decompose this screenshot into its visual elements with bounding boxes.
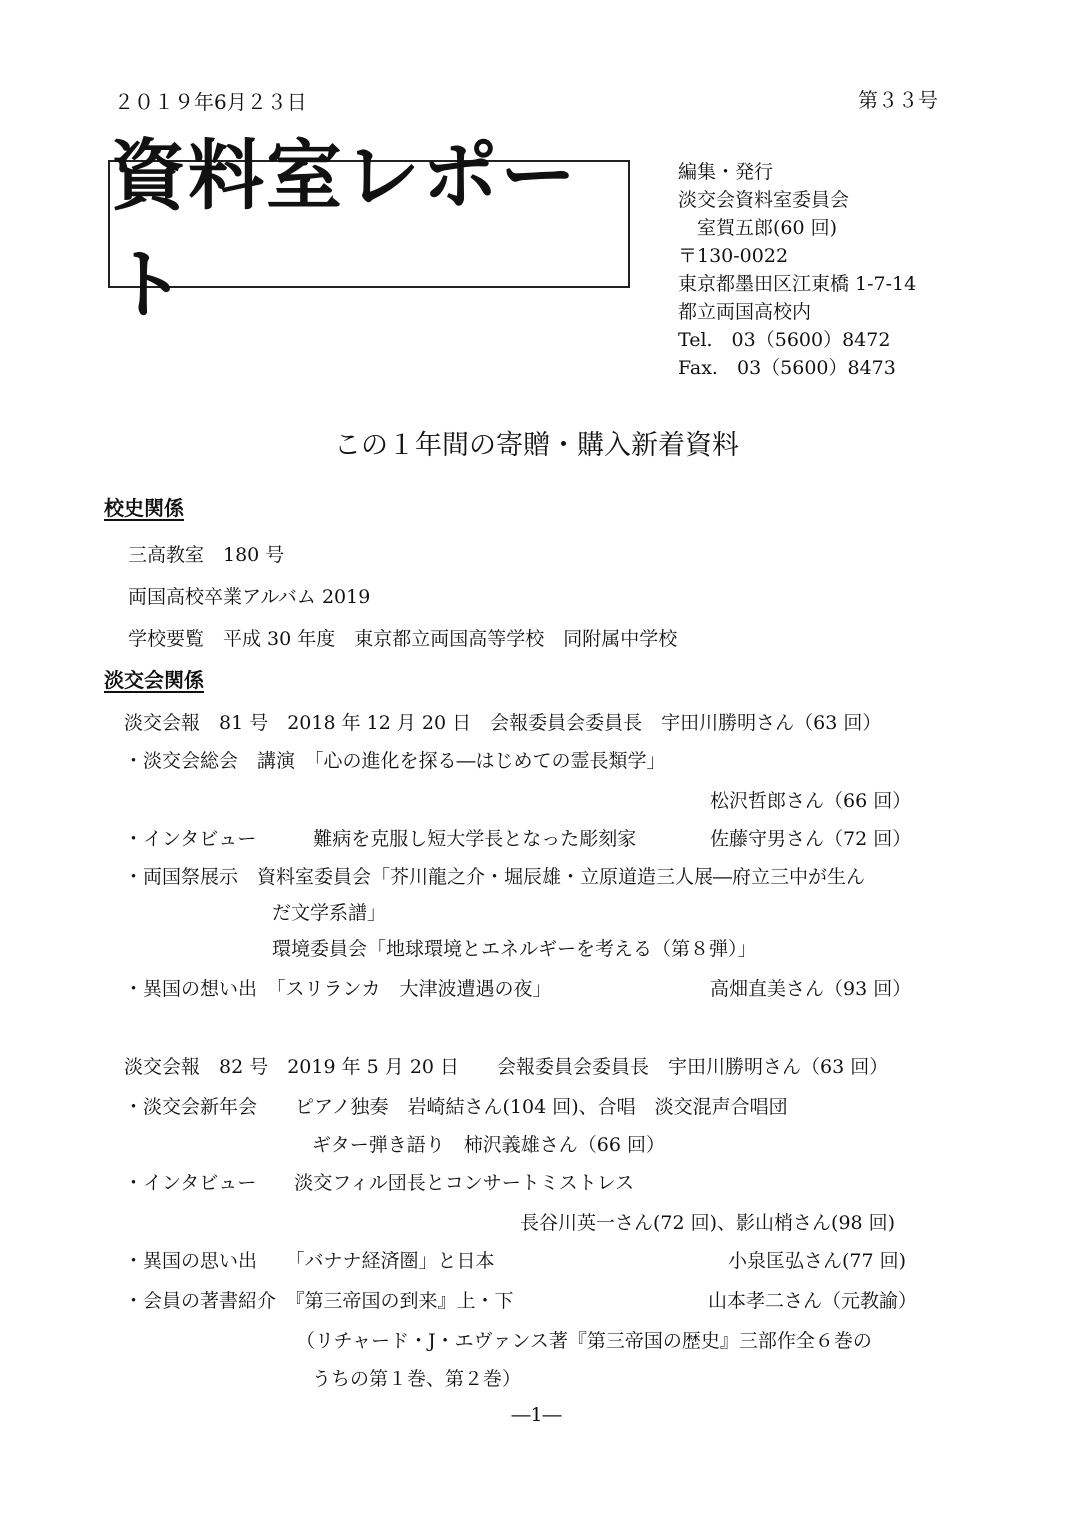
list-item: だ文学系譜」 (272, 902, 387, 924)
issue-date: ２０１９年6月２３日 (114, 90, 307, 114)
list-item: 両国高校卒業アルバム 2019 (128, 586, 371, 608)
list-item: （リチャード・J・エヴァンス著『第三帝国の歴史』三部作全６巻の (296, 1330, 872, 1352)
newsletter-82-header: 淡交会報 82 号 2019 年 5 月 20 日 会報委員会委員長 宇田川勝明さん（63 回） (124, 1056, 889, 1078)
list-item: ・淡交会総会 講演 「心の進化を探る―はじめての霊長類学」 (124, 750, 666, 772)
publisher-info (678, 158, 916, 382)
list-item: ・インタビュー 淡交フィル団長とコンサートミストレス (124, 1172, 635, 1194)
list-item: ・淡交会新年会 ピアノ独奏 岩崎結さん(104 回)、合唱 淡交混声合唱団 (124, 1096, 788, 1118)
list-item: ・会員の著書紹介 『第三帝国の到来』上・下 (124, 1290, 514, 1312)
page-number: ―1― (511, 1404, 562, 1426)
publisher-line: Tel. 03（5600）8472 (678, 329, 891, 351)
list-item: 小泉匡弘さん(77 回) (728, 1250, 907, 1272)
list-item: ・異国の想い出 「スリランカ 大津波遭遇の夜」 (124, 978, 552, 1000)
list-item: 三高教室 180 号 (128, 544, 285, 566)
section-heading-school: 校史関係 (104, 496, 184, 520)
page-heading: この１年間の寄贈・購入新着資料 (334, 430, 739, 461)
list-item: 山本孝二さん（元教諭） (708, 1290, 918, 1312)
issue-number: 第３３号 (858, 88, 938, 112)
report-title: 資料室レポート (110, 131, 578, 329)
list-item: 学校要覧 平成 30 年度 東京都立両国高等学校 同附属中学校 (128, 628, 678, 650)
list-item: ・インタビュー 難病を克服し短大学長となった彫刻家 (124, 828, 637, 850)
publisher-line: 編集・発行 (678, 161, 774, 183)
list-item: ・異国の思い出 「バナナ経済圏」と日本 (124, 1250, 495, 1272)
publisher-line: 〒130-0022 (678, 245, 789, 267)
title-box (108, 131, 630, 329)
list-item: ギター弾き語り 柿沢義雄さん（66 回） (312, 1134, 666, 1156)
list-item: ・両国祭展示 資料室委員会「芥川龍之介・堀辰雄・立原道造三人展―府立三中が生ん (124, 866, 866, 888)
newsletter-81-header: 淡交会報 81 号 2018 年 12 月 20 日 会報委員会委員長 宇田川勝明さん（63 回） (124, 712, 882, 734)
publisher-line: 淡交会資料室委員会 (678, 189, 850, 211)
publisher-line: Fax. 03（5600）8473 (678, 357, 896, 379)
publisher-line: 室賀五郎(60 回) (678, 217, 838, 239)
list-item: うちの第１巻、第２巻） (312, 1368, 522, 1390)
list-item: 長谷川英一さん(72 回)、影山梢さん(98 回) (520, 1212, 896, 1234)
section-heading-tankokai: 淡交会関係 (104, 668, 204, 692)
publisher-line: 都立両国高校内 (678, 301, 812, 323)
publisher-line: 東京都墨田区江東橋 1-7-14 (678, 273, 917, 295)
list-item: 環境委員会「地球環境とエネルギーを考える（第８弾）」 (272, 938, 757, 960)
list-item: 佐藤守男さん（72 回） (710, 828, 912, 850)
list-item: 松沢哲郎さん（66 回） (710, 790, 912, 812)
list-item: 高畑直美さん（93 回） (710, 978, 912, 1000)
